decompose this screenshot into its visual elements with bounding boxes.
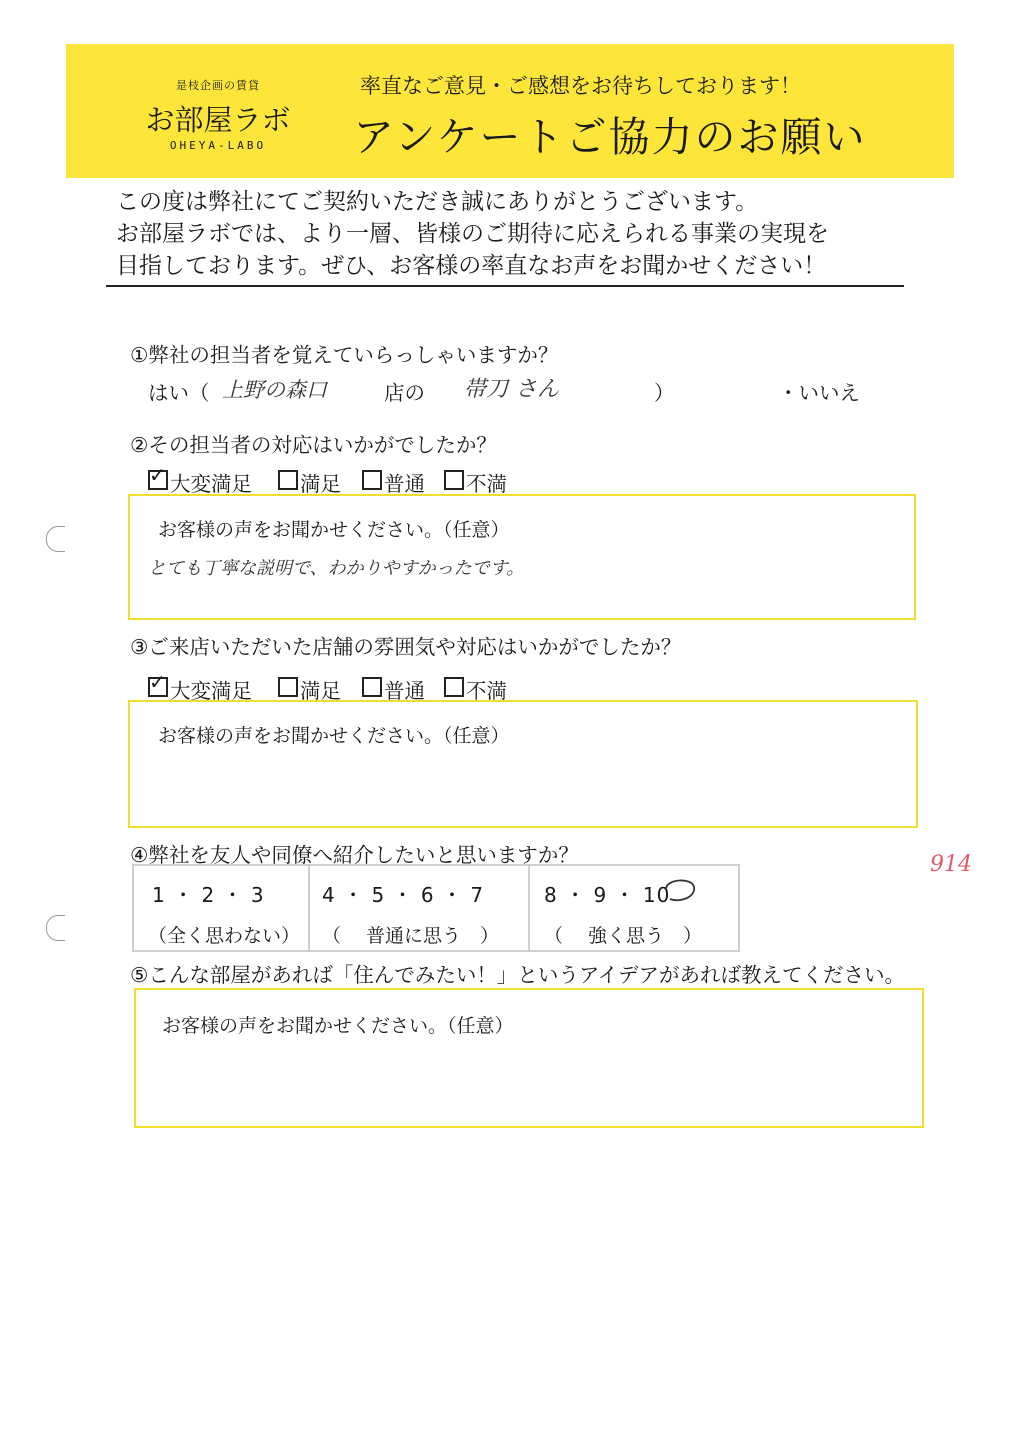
q3-question: ③ご来店いただいた店舗の雰囲気や対応はいかがでしたか？ <box>130 635 682 659</box>
checkbox[interactable] <box>362 470 382 490</box>
checkbox[interactable] <box>444 677 464 697</box>
option-label: 不満 <box>466 679 507 703</box>
score-group-mid[interactable] <box>310 866 530 950</box>
q5-question: ⑤こんな部屋があれば「住んでみたい！」というアイデアがあれば教えてください。 <box>130 963 906 987</box>
option-label: 不満 <box>466 472 507 496</box>
option-label: 普通 <box>384 679 425 703</box>
score-group-low[interactable] <box>134 866 310 950</box>
q1-store-answer[interactable]: 上野の森口 <box>222 378 327 402</box>
option-label: 普通 <box>384 472 425 496</box>
q1-close-paren: ） <box>654 381 675 405</box>
logo-name: お部屋ラボ <box>145 103 291 137</box>
q2-question: ②その担当者の対応はいかがでしたか？ <box>130 433 497 457</box>
score-numbers[interactable]: 4 ・ 5 ・ 6 ・ 7 <box>322 883 485 907</box>
checkmark-icon: ✓ <box>149 670 166 694</box>
checkbox[interactable] <box>444 470 464 490</box>
option-label: 満足 <box>300 679 341 703</box>
margin-note: 914 <box>930 852 972 877</box>
intro-line: この度は弊社にてご契約いただき誠にありがとうございます。 <box>116 189 759 215</box>
q1-question: ①弊社の担当者を覚えていらっしゃいますか？ <box>130 343 559 367</box>
q2-voice-prompt: お客様の声をお聞かせください。（任意） <box>158 519 510 541</box>
score-label: （ 強く思う ） <box>544 925 703 947</box>
option-label: 大変満足 <box>170 472 252 496</box>
score-numbers[interactable]: 1 ・ 2 ・ 3 <box>152 883 265 907</box>
circle-stroke <box>666 880 694 900</box>
q4-question: ④弊社を友人や同僚へ紹介したいと思いますか？ <box>130 843 579 867</box>
checkmark-icon: ✓ <box>149 463 166 487</box>
intro-line: 目指しております。ぜひ、お客様の率直なお声をお聞かせください！ <box>116 253 827 279</box>
q5-voice-prompt: お客様の声をお聞かせください。（任意） <box>162 1015 514 1037</box>
q2-option-satisfied[interactable] <box>278 467 341 497</box>
q2-option-normal[interactable] <box>362 467 425 497</box>
q1-staff-answer[interactable]: 帯刀 さん <box>464 377 559 402</box>
q2-option-very-satisfied[interactable] <box>148 463 252 497</box>
intro-text <box>116 186 829 282</box>
binder-hole-bottom <box>46 915 65 941</box>
header-title: アンケートご協力のお願い <box>353 113 867 161</box>
logo-tagline: 是枝企画の賃貸 <box>176 79 260 92</box>
checkbox[interactable] <box>278 470 298 490</box>
q4-score-table <box>132 864 740 952</box>
header-subtitle: 率直なご意見・ご感想をお待ちしております！ <box>360 74 801 98</box>
logo-roman: OHEYA-LABO <box>169 139 267 152</box>
q2-option-dissatisfied[interactable] <box>444 467 507 497</box>
score-group-high[interactable] <box>530 866 736 950</box>
score-label: （ 普通に思う ） <box>322 925 500 947</box>
option-label: 大変満足 <box>170 679 252 703</box>
binder-hole-top <box>46 526 65 552</box>
divider <box>106 285 904 287</box>
checkbox[interactable] <box>278 677 298 697</box>
score-label: （全く思わない） <box>148 925 301 947</box>
q5-voice-box[interactable] <box>134 988 924 1128</box>
q2-voice-answer[interactable]: とても丁寧な説明で、わかりやすかったです。 <box>148 558 525 579</box>
q1-yes-label[interactable]: はい（ <box>148 381 210 405</box>
q3-voice-box[interactable] <box>128 700 918 828</box>
intro-line: お部屋ラボでは、より一層、皆様のご期待に応えられる事業の実現を <box>116 221 829 247</box>
checkbox[interactable] <box>362 677 382 697</box>
q1-no-label[interactable]: ・いいえ <box>778 381 860 405</box>
q3-voice-prompt: お客様の声をお聞かせください。（任意） <box>158 725 510 747</box>
q1-store-suffix: 店の <box>384 381 425 405</box>
score-numbers[interactable]: 8 ・ 9 ・ 10 <box>544 883 671 907</box>
score-circle-mark <box>660 873 700 905</box>
option-label: 満足 <box>300 472 341 496</box>
